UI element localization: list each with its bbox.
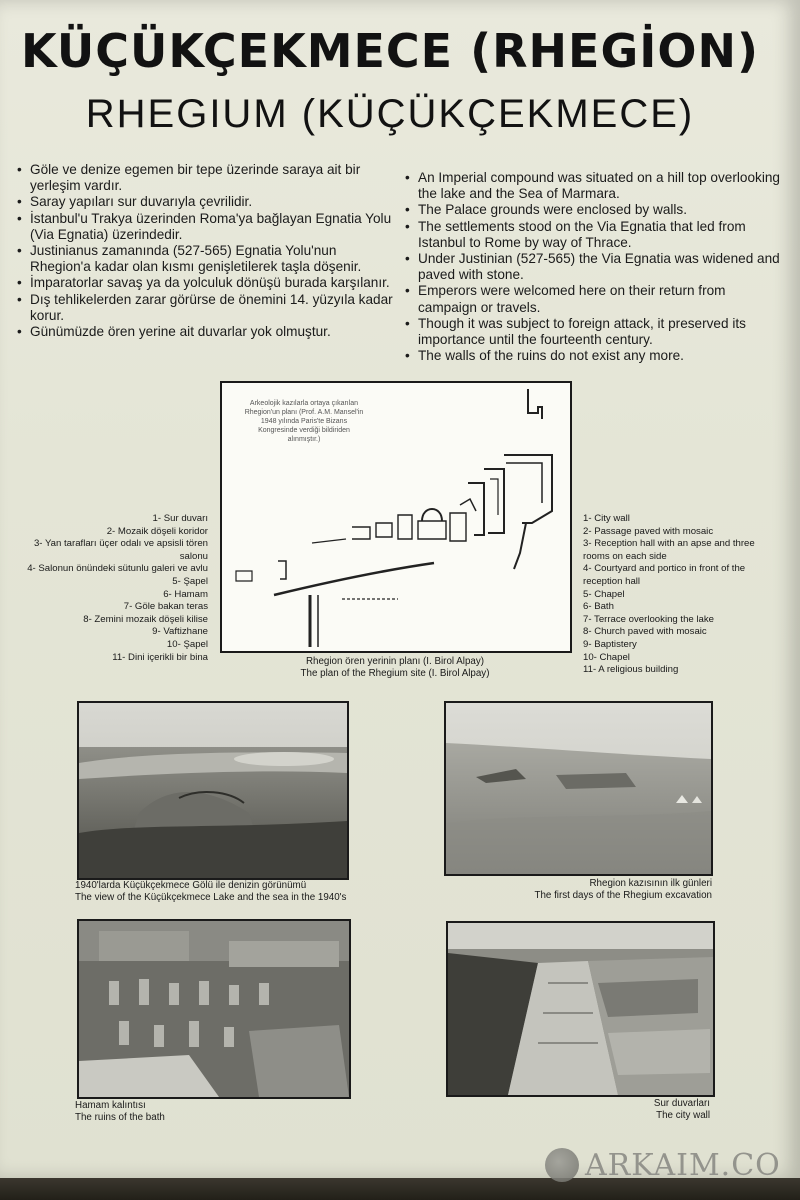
intro-en-item: • The settlements stood on the Via Egnatia that led from Istanbul to Rome by way of Thrace.: [405, 219, 783, 251]
intro-english-list: [405, 170, 783, 364]
legend-tr-item: 8- Zemini mozaik döşeli kilise: [83, 613, 208, 625]
photo-excavation: [444, 701, 713, 876]
legend-en-item: 10- Chapel: [583, 651, 630, 663]
legend-tr-item: 5- Şapel: [172, 575, 208, 587]
lake-photo-caption: [75, 880, 365, 904]
photo-lake-view: [77, 701, 349, 880]
wall-photo-caption: [500, 1098, 710, 1122]
legend-en-item: 6- Bath: [583, 601, 614, 613]
bath-photo-image: [79, 921, 349, 1097]
legend-en-item: 2- Passage paved with mosaic: [583, 525, 714, 537]
legend-en-item: 11- A religious building: [583, 664, 679, 676]
title-english: RHEGIUM (KÜÇÜKÇEKMECE): [85, 92, 695, 136]
title-turkish: KÜÇÜKÇEKMECE (RHEGİON): [21, 24, 759, 78]
legend-en-item: 4- Courtyard and portico in front of the reception hall: [583, 563, 746, 587]
bath-caption-en: The ruins of the bath: [75, 1112, 165, 1123]
legend-tr-item: 1- Sur duvarı: [152, 513, 208, 524]
lake-caption-tr: 1940'larda Küçükçekmece Gölü ile denizin görünümü: [75, 880, 307, 891]
intro-turkish-list: [17, 162, 395, 340]
intro-tr-item: • İmparatorlar savaş ya da yolculuk dönüşü burada karşılanır.: [17, 275, 395, 291]
intro-tr-item: • Justinianus zamanında (527-565) Egnatia Yolu'nun Rhegion'a kadar olan kısmı genişletilerek taşla döşenir.: [17, 243, 395, 275]
plan-legend-english: [583, 513, 783, 677]
watermark-logo-icon: [545, 1148, 579, 1182]
intro-tr-item: • İstanbul'u Trakya üzerinden Roma'ya bağlayan Egnatia Yolu (Via Egnatia) üzerindedir.: [17, 211, 395, 243]
plan-caption-tr: Rhegion ören yerinin planı (I. Birol Alpay): [305, 656, 485, 667]
legend-en-item: 8- Church paved with mosaic: [583, 626, 707, 638]
intro-tr-item: • Dış tehlikelerden zarar görürse de önemini 14. yüzyıla kadar korur.: [17, 292, 395, 324]
photo-bath-ruins: [77, 919, 351, 1099]
lake-photo-image: [79, 703, 347, 878]
bath-caption-tr: Hamam kalıntısı: [75, 1100, 146, 1111]
legend-tr-item: 10- Şapel: [166, 638, 208, 650]
legend-en-item: 3- Reception hall with an apse and three rooms on each side: [583, 538, 755, 562]
intro-tr-item: • Günümüzde ören yerine ait duvarlar yok olmuştur.: [17, 324, 395, 340]
intro-en-item: • The walls of the ruins do not exist any more.: [405, 348, 783, 364]
site-plan-image: [220, 381, 572, 653]
legend-en-item: 5- Chapel: [583, 588, 625, 600]
plan-note: Arkeolojik kazılarla ortaya çıkarılan Rhegion'un planı (Prof. A.M. Mansel'in 1948 yılında Paris'te Bizans Kongresinde verdiği bildiriden alınmıştır.): [244, 400, 364, 443]
legend-tr-item: 7- Göle bakan teras: [123, 601, 208, 613]
wall-photo-image: [448, 923, 713, 1095]
bath-photo-caption: [75, 1100, 275, 1124]
excavation-photo-caption: [440, 878, 712, 902]
intro-en-item: • Emperors were welcomed here on their return from campaign or travels.: [405, 283, 783, 315]
intro-en-item: • An Imperial compound was situated on a hill top overlooking the lake and the Sea of Marmara.: [405, 170, 783, 202]
legend-tr-item: 6- Hamam: [163, 588, 208, 600]
legend-tr-item: 4- Salonun önündeki sütunlu galeri ve avlu: [27, 563, 208, 575]
legend-tr-item: 2- Mozaik döşeli koridor: [106, 525, 208, 537]
legend-tr-item: 9- Vaftizhane: [152, 626, 208, 638]
wall-caption-tr: Sur duvarları: [653, 1098, 710, 1109]
legend-en-item: 1- City wall: [583, 513, 630, 524]
intro-en-item: • Under Justinian (527-565) the Via Egnatia was widened and paved with stone.: [405, 251, 783, 283]
intro-en-item: • The Palace grounds were enclosed by walls.: [405, 202, 783, 218]
intro-tr-item: • Saray yapıları sur duvarıyla çevrilidir.: [17, 194, 395, 210]
photo-city-wall: [446, 921, 715, 1097]
intro-en-item: • Though it was subject to foreign attack, it preserved its importance until the fourteenth century.: [405, 316, 783, 348]
intro-tr-item: • Göle ve denize egemen bir tepe üzerinde saraya ait bir yerleşim vardır.: [17, 162, 395, 194]
legend-en-item: 9- Baptistery: [583, 638, 637, 650]
legend-tr-item: 11- Dini içerikli bir bina: [112, 651, 208, 663]
watermark: [545, 1148, 781, 1182]
excavation-caption-en: The first days of the Rhegium excavation: [534, 890, 712, 901]
wall-caption-en: The city wall: [656, 1110, 710, 1121]
plan-caption: [240, 656, 550, 680]
legend-tr-item: 3- Yan tarafları üçer odalı ve apsisli tören salonu: [33, 538, 208, 562]
lake-caption-en: The view of the Küçükçekmece Lake and the sea in the 1940's: [75, 892, 347, 903]
plan-legend-turkish: [8, 513, 208, 664]
watermark-text: ARKAIM.CO: [585, 1147, 781, 1183]
excavation-photo-image: [446, 703, 711, 874]
plan-caption-en: The plan of the Rhegium site (I. Birol Alpay): [300, 668, 490, 679]
legend-en-item: 7- Terrace overlooking the lake: [583, 613, 715, 625]
excavation-caption-tr: Rhegion kazısının ilk günleri: [589, 878, 712, 889]
